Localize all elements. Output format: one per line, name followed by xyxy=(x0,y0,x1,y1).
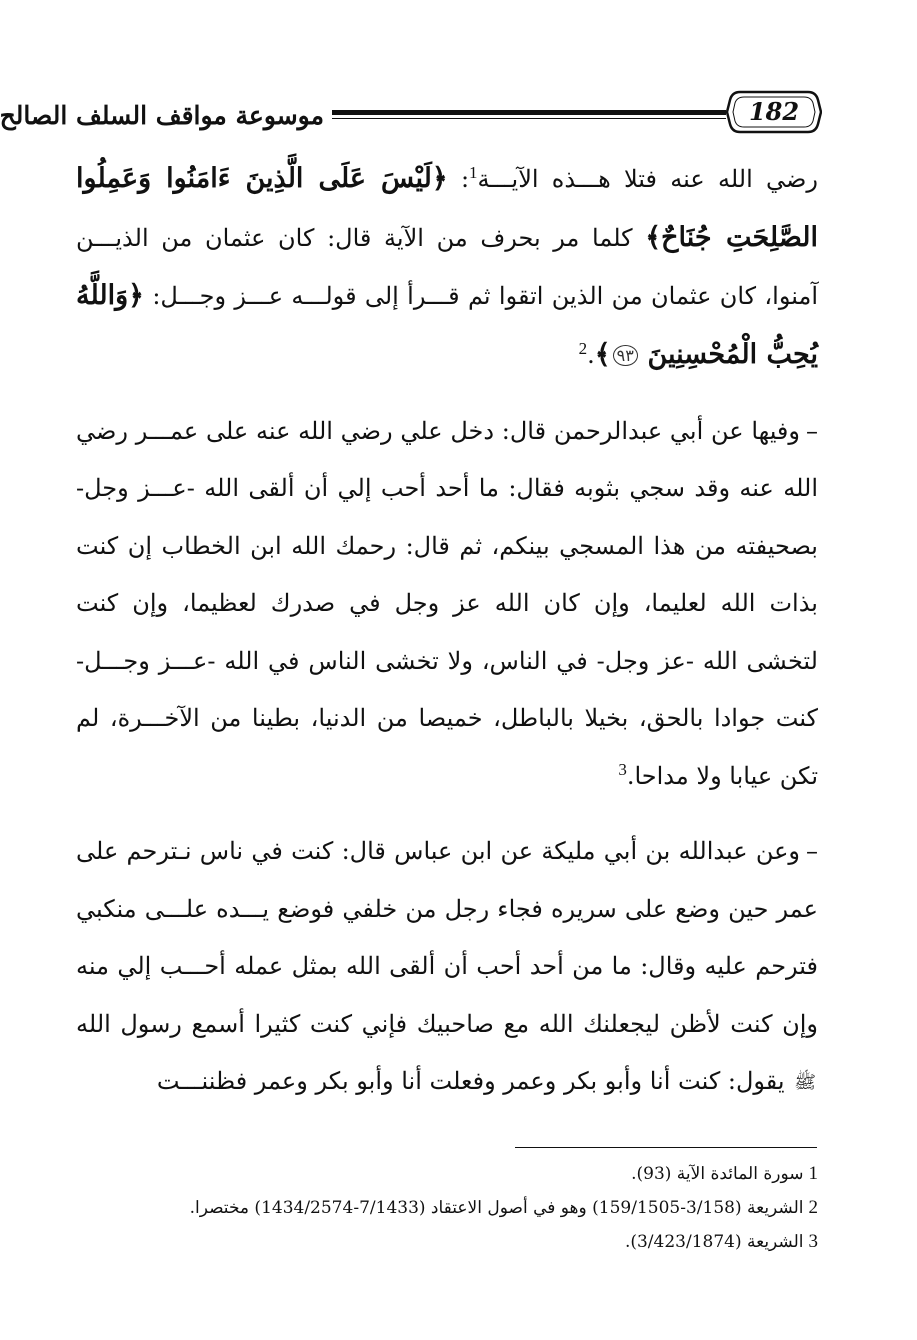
quran-verse: ﴿وَاللَّهُ يُحِبُّ الْمُحْسِنِينَ xyxy=(76,280,818,370)
text-run: : xyxy=(447,165,470,193)
text-run: يقول: كنت أنا وأبو بكر وعمر وفعلت أنا وأبو بكر وعمر فظننـــت xyxy=(156,1067,793,1096)
paragraph-1 xyxy=(76,150,818,385)
text-run: وفيها عن أبي عبدالرحمن قال: دخل علي رضي الله عنه على عمـــر رضي الله عنه وقد سجي بثوبه فقال: ما أحد أحب إلي أن ألقى الله -عـــز وجل- بصحيفته من هذا المسجي بينكم، ثم قال: رحمك الله ابن الخطاب إن كنت بذات الله لعليما، وإن كان الله عز وجل في صدرك لعظيما، وإن كنت لتخشى الله -عز وجل- في الناس، ولا تخشى الناس في الله -عـــز وجـــل- كنت جوادا بالحق، بخيلا بالباطل، خميصا من الدنيا، بطينا من الآخـــرة، لم تكن عيابا ولا مداحا. xyxy=(76,416,818,790)
main-text xyxy=(76,150,818,1112)
text-run: . xyxy=(587,340,595,369)
footnote-number: 1 xyxy=(808,1163,818,1184)
footnotes xyxy=(76,1157,818,1259)
text-run: كلما مر بحرف من الآية قال: كان عثمان من الذيـــن آمنوا، كان عثمان من الذين اتقوا ثم قـــرأ إلى قولـــه عـــز وجـــل: xyxy=(76,223,818,310)
list-dash: – xyxy=(806,416,818,445)
footnote-text: سورة المائدة الآية (93). xyxy=(631,1164,804,1184)
text-run: وعن عبدالله بن أبي مليكة عن ابن عباس قال: كنت في ناس نـترحم على عمر حين وضع على سريره فجاء رجل من خلفي فوضع يـــده علـــى منكبي فترحم عليه وقال: ما من أحد أحب أن ألقى الله بمثل عمله أحـــب إلي منه وإن كنت لأظن ليجعلنك الله مع صاحبيك فإني كنت كثيرا أسمع رسول الله xyxy=(76,837,818,1038)
footnote-item xyxy=(76,1225,818,1259)
header-rule-thin xyxy=(332,118,726,119)
series-title: موسوعة مواقف السلف الصالح xyxy=(0,101,324,130)
header-rule xyxy=(332,110,726,115)
page-number: 182 xyxy=(748,97,800,126)
paragraph-3 xyxy=(76,823,818,1111)
paragraph-2 xyxy=(76,403,818,806)
footnote-number: 3 xyxy=(808,1231,818,1252)
footnote-separator xyxy=(515,1147,817,1148)
page-number-badge xyxy=(726,86,822,138)
list-dash: – xyxy=(806,837,818,866)
footnote-item xyxy=(76,1157,818,1191)
footnote-item xyxy=(76,1191,818,1225)
footnote-marker[interactable]: 2 xyxy=(578,338,588,358)
footnote-marker[interactable]: 1 xyxy=(469,163,478,182)
page-header xyxy=(0,86,822,142)
footnote-marker[interactable]: 3 xyxy=(618,759,627,779)
verse-number-icon: ٩٣ xyxy=(613,345,638,366)
footnote-number: 2 xyxy=(808,1197,818,1218)
footnote-text: الشريعة (3/158-159/1505) وهو في أصول الاعتقاد (7/1433-1434/2574) مختصرا. xyxy=(189,1198,804,1218)
text-run: رضي الله عنه فتلا هـــذه الآيـــة xyxy=(477,165,819,193)
footnote-text: الشريعة (3/423/1874). xyxy=(624,1232,804,1252)
salawat-icon: ﷺ xyxy=(794,1072,816,1093)
quran-verse-close: ﴾ xyxy=(594,338,611,370)
quran-verse: ﴿لَيْسَ عَلَى الَّذِينَ ءَامَنُوا وَعَمِلُوا الصَّلِحَتِ جُنَاحٌ﴾ xyxy=(76,163,818,253)
